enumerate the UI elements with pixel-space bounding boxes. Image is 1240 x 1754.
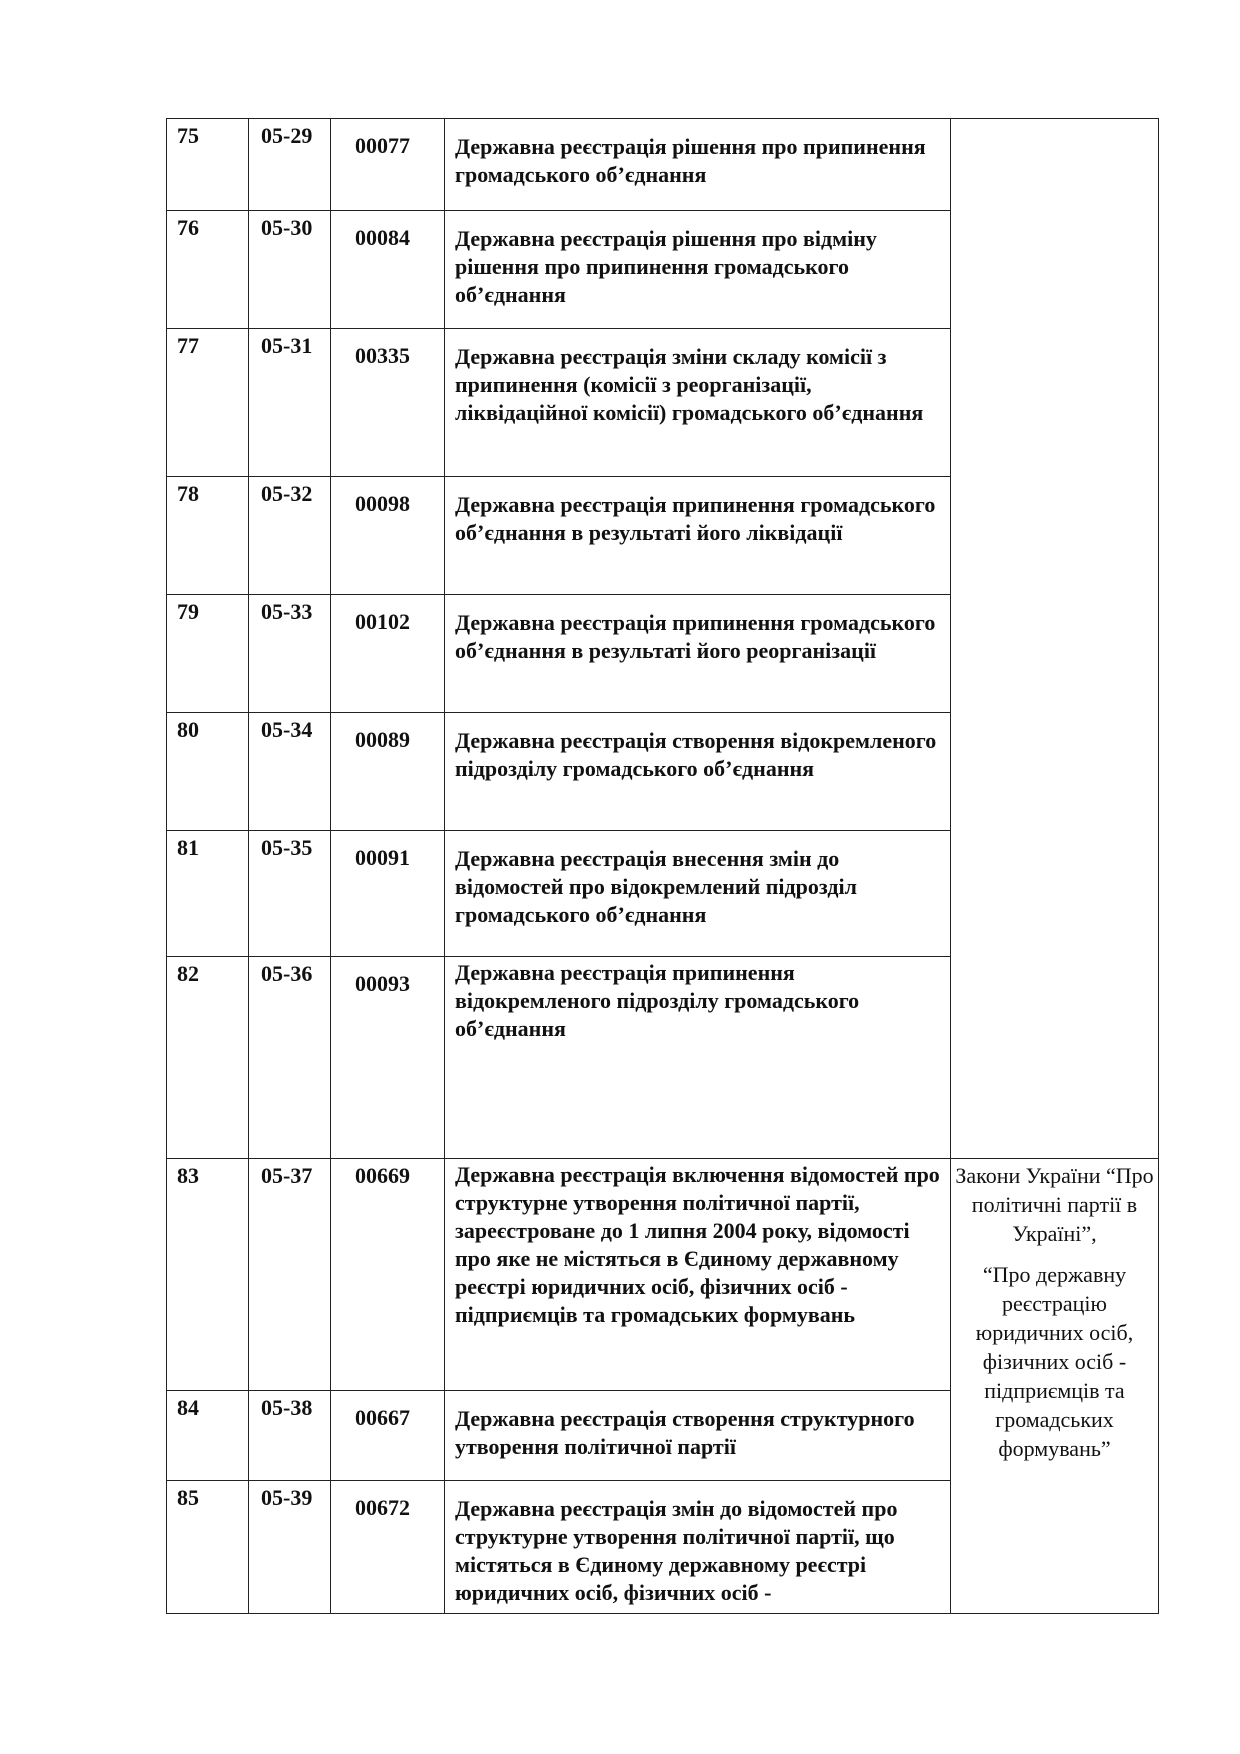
row-description: Державна реєстрація припинення громадського об’єднання в результаті його ліквідації — [445, 477, 951, 595]
row-code: 05-30 — [249, 211, 331, 329]
row-number: 75 — [167, 119, 249, 211]
row-description: Державна реєстрація рішення про відміну рішення про припинення громадського об’єднання — [445, 211, 951, 329]
row-number: 79 — [167, 595, 249, 713]
row-service-id: 00669 — [331, 1159, 445, 1391]
row-code: 05-32 — [249, 477, 331, 595]
row-code: 05-39 — [249, 1481, 331, 1614]
row-code: 05-36 — [249, 957, 331, 1159]
row-number: 84 — [167, 1391, 249, 1481]
row-service-id: 00667 — [331, 1391, 445, 1481]
law-reference-2: “Про державну реєстрацію юридичних осіб, фізичних осіб - підприємців та громадських формувань” — [975, 1262, 1134, 1461]
row-description: Державна реєстрація припинення відокремленого підрозділу громадського об’єднання — [445, 957, 951, 1159]
law-reference-1: Закони України “Про політичні партії в Україні”, — [955, 1163, 1154, 1246]
row-service-id: 00089 — [331, 713, 445, 831]
row-number: 81 — [167, 831, 249, 957]
law-reference-cell — [951, 1159, 1159, 1614]
row-code: 05-38 — [249, 1391, 331, 1481]
row-service-id: 00335 — [331, 329, 445, 477]
row-description: Державна реєстрація змін до відомостей про структурне утворення політичної партії, що містяться в Єдиному державному реєстрі юридичних осіб, фізичних осіб - — [445, 1481, 951, 1614]
row-description: Державна реєстрація створення відокремленого підрозділу громадського об’єднання — [445, 713, 951, 831]
row-service-id: 00077 — [331, 119, 445, 211]
row-number: 78 — [167, 477, 249, 595]
row-number: 76 — [167, 211, 249, 329]
row-code: 05-31 — [249, 329, 331, 477]
table-row — [167, 119, 1159, 211]
row-number: 85 — [167, 1481, 249, 1614]
row-code: 05-29 — [249, 119, 331, 211]
row-code: 05-34 — [249, 713, 331, 831]
row-service-id: 00672 — [331, 1481, 445, 1614]
services-table — [166, 118, 1159, 1614]
row-service-id: 00084 — [331, 211, 445, 329]
row-number: 80 — [167, 713, 249, 831]
row-description: Державна реєстрація зміни складу комісії з припинення (комісії з реорганізації, ліквідаційної комісії) громадського об’єднання — [445, 329, 951, 477]
row-code: 05-37 — [249, 1159, 331, 1391]
row-description: Державна реєстрація внесення змін до відомостей про відокремлений підрозділ громадського об’єднання — [445, 831, 951, 957]
row-description: Державна реєстрація припинення громадського об’єднання в результаті його реорганізації — [445, 595, 951, 713]
row-service-id: 00098 — [331, 477, 445, 595]
row-description: Державна реєстрація включення відомостей про структурне утворення політичної партії, зареєстроване до 1 липня 2004 року, відомості про яке не містяться в Єдиному державному реєстрі юридичних осіб, фізичних осіб - підприємців та громадських формувань — [445, 1159, 951, 1391]
row-code: 05-35 — [249, 831, 331, 957]
row-number: 77 — [167, 329, 249, 477]
law-cell-empty — [951, 119, 1159, 1159]
row-service-id: 00102 — [331, 595, 445, 713]
row-number: 82 — [167, 957, 249, 1159]
row-number: 83 — [167, 1159, 249, 1391]
row-service-id: 00093 — [331, 957, 445, 1159]
table-row — [167, 1159, 1159, 1391]
row-description: Державна реєстрація створення структурного утворення політичної партії — [445, 1391, 951, 1481]
row-service-id: 00091 — [331, 831, 445, 957]
row-code: 05-33 — [249, 595, 331, 713]
row-description: Державна реєстрація рішення про припинення громадського об’єднання — [445, 119, 951, 211]
